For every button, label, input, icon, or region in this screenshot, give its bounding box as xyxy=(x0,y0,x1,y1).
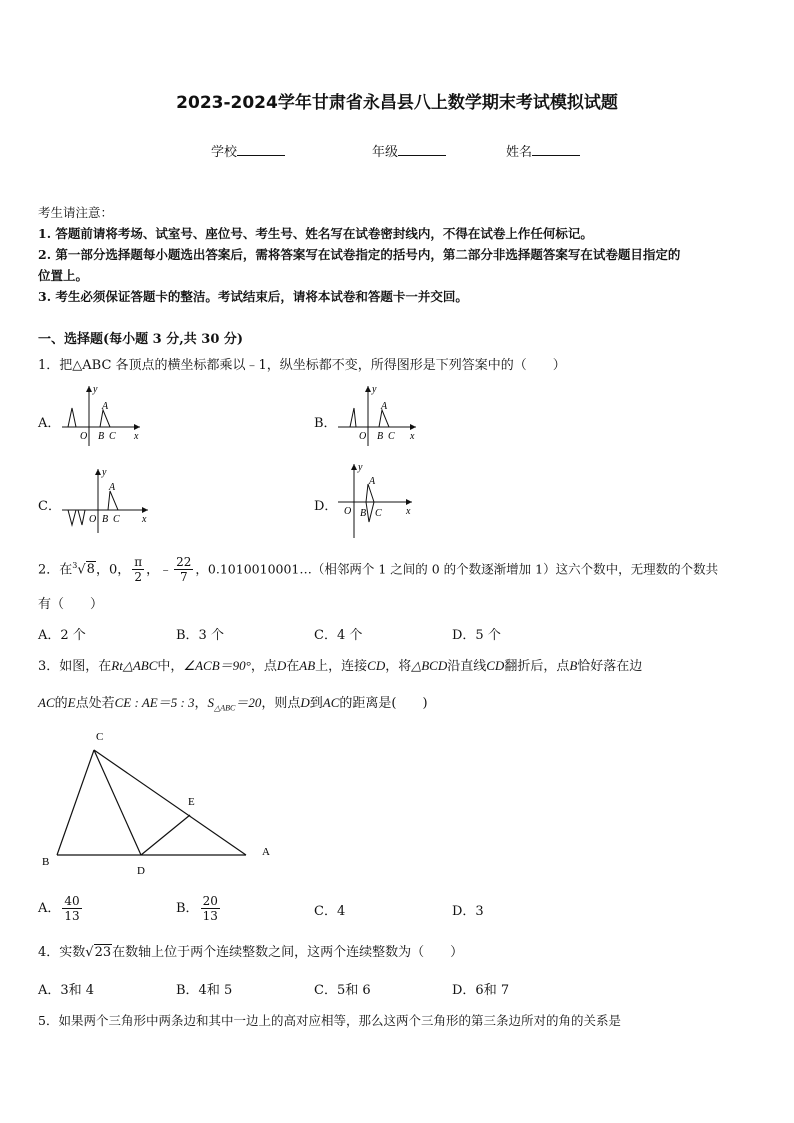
q3-ac: AC xyxy=(38,695,55,710)
q1d-x: x xyxy=(406,506,411,517)
q3-t9: 恰好落在边 xyxy=(577,659,643,674)
q2-frac-num: 22 xyxy=(176,555,192,570)
q3-ac-2: AC xyxy=(322,695,340,710)
q4-radical: √ xyxy=(85,945,94,960)
q2-option-d: D．5 个 xyxy=(452,628,501,643)
q3-area-value: ＝20 xyxy=(235,695,262,710)
q3-t10: 的 xyxy=(54,696,68,711)
q3-triangle-figure xyxy=(36,722,286,882)
q3-label-a: A xyxy=(262,846,270,858)
q3-t6: ，将 xyxy=(385,659,412,674)
q1c-a: A xyxy=(109,482,116,493)
q1c-o: O xyxy=(89,514,97,525)
q3-t5: 上，连接 xyxy=(315,659,368,674)
q3-angle: ∠ACB＝90° xyxy=(183,658,251,673)
notice-item-3: 3. 考生必须保证答题卡的整洁。考试结束后，请将本试卷和答题卡一并交回。 xyxy=(38,289,468,304)
q1c-y: y xyxy=(102,467,107,478)
q2-text-4: ，0.1010010001…（相邻两个 1 之间的 0 的个数逐渐增加 1）这六个数中，无理数的个数共 xyxy=(195,561,719,577)
q1-option-a-label: A． xyxy=(38,416,61,431)
question-5: 5．如果两个三角形中两条边和其中一边上的高对应相等，那么这两个三角形的第三条边所对的角的关系是 xyxy=(38,1013,621,1028)
q3-cd: CD xyxy=(367,658,386,673)
q2-option-c: C．4 个 xyxy=(314,628,363,643)
q1a-c: C xyxy=(109,431,116,442)
q3-option-b xyxy=(176,890,222,928)
q3-a-den: 13 xyxy=(64,909,80,923)
q3-triangle: △ABC xyxy=(122,658,158,673)
notice-heading: 考生请注意： xyxy=(38,205,114,220)
q3-rt: Rt xyxy=(111,658,123,673)
q3-option-a-fraction xyxy=(62,894,81,923)
q4-root-body: 23 xyxy=(94,945,112,960)
q2-fraction-22-7 xyxy=(174,555,193,584)
name-blank xyxy=(532,143,580,156)
q1b-c: C xyxy=(388,431,395,442)
q1b-y: y xyxy=(372,384,377,395)
q3-area-s: S xyxy=(207,695,215,710)
q3-a-num: 40 xyxy=(64,894,80,908)
q3-option-c: C．4 xyxy=(314,904,346,919)
school-label: 学校 xyxy=(211,145,238,160)
q4-option-a: A．3和 4 xyxy=(38,983,95,998)
q1d-o: O xyxy=(344,506,352,517)
grade-label: 年级 xyxy=(372,145,399,160)
q1-option-b-figure xyxy=(334,382,420,448)
q1b-o: O xyxy=(359,431,367,442)
q3-t1: 3．如图，在 xyxy=(38,659,112,674)
q4-option-b: B．4和 5 xyxy=(176,983,233,998)
q3-ratio: CE : AE＝5 : 3 xyxy=(114,695,195,710)
q2-option-b: B．3 个 xyxy=(176,628,224,643)
q3-label-e: E xyxy=(188,796,195,808)
q3-t3: ，点 xyxy=(250,659,277,674)
q1c-c: C xyxy=(113,514,120,525)
q1a-a: A xyxy=(102,401,109,412)
q2-text-2: ，0， xyxy=(95,562,131,578)
q1-option-b-label: B． xyxy=(314,416,337,431)
q3-cd-2: CD xyxy=(486,658,505,673)
q3-label-c: C xyxy=(96,731,104,743)
q3-option-a xyxy=(38,890,84,928)
q3-option-a-label: A． xyxy=(38,901,61,916)
q3-b-num: 20 xyxy=(202,894,218,908)
name-label: 姓名 xyxy=(506,145,533,160)
q1c-b: B xyxy=(102,514,109,525)
name-field xyxy=(506,141,580,160)
q3-option-b-fraction xyxy=(201,894,220,923)
q3-option-d: D．3 xyxy=(452,904,484,919)
q3-b-den: 13 xyxy=(202,909,218,923)
q3-seg-de xyxy=(141,815,190,855)
q3-label-b: B xyxy=(42,856,50,868)
notice-item-1: 1. 答题前请将考场、试室号、座位号、考生号、姓名写在试卷密封线内，不得在试卷上作任何标记。 xyxy=(38,226,593,241)
q3-point-b: B xyxy=(569,658,578,673)
q1-option-d-figure xyxy=(334,460,414,540)
q2-root-body: 8 xyxy=(86,562,95,578)
question-3-line-1 xyxy=(38,655,642,674)
q3-t13: ，则点 xyxy=(261,696,301,711)
q3-point-d: D xyxy=(276,658,287,673)
q1a-b: B xyxy=(98,431,105,442)
question-2-cont: 有（ ） xyxy=(38,597,104,612)
question-1: 1．把△ABC 各顶点的横坐标都乘以﹣1，纵坐标都不变，所得图形是下列答案中的（ ） xyxy=(38,358,566,373)
section-heading: 一、选择题(每小题 3 分,共 30 分) xyxy=(38,332,244,347)
q4-option-c: C．5和 6 xyxy=(314,983,371,998)
q1-option-c-figure xyxy=(58,465,152,535)
q3-t15: 的距离是( ) xyxy=(339,696,428,711)
q3-seg-bc xyxy=(57,750,94,855)
q3-point-e: E xyxy=(67,695,76,710)
q3-ab: AB xyxy=(299,658,316,673)
q3-t11: 点处若 xyxy=(75,696,115,711)
page-title: 2023-2024学年甘肃省永昌县八上数学期末考试模拟试题 xyxy=(176,93,618,113)
q3-point-d-2: D xyxy=(300,695,310,710)
q4-option-d: D．6和 7 xyxy=(452,983,510,998)
grade-field xyxy=(372,141,446,160)
q2-option-a: A．2 个 xyxy=(38,628,86,643)
q2-pi-num: π xyxy=(134,555,143,570)
notice-item-2-cont: 位置上。 xyxy=(38,268,89,283)
q1a-y: y xyxy=(93,384,98,395)
question-4 xyxy=(38,941,463,960)
q3-t8: 翻折后，点 xyxy=(504,659,570,674)
q1d-y: y xyxy=(358,462,363,473)
school-blank xyxy=(237,143,285,156)
q1d-b: B xyxy=(360,508,367,519)
q3-t2: 中， xyxy=(157,659,184,674)
q1a-x: x xyxy=(134,431,139,442)
q1b-b: B xyxy=(377,431,384,442)
q4-text-2: 在数轴上位于两个连续整数之间，这两个连续整数为（ ） xyxy=(112,945,464,960)
q2-frac-den: 7 xyxy=(179,570,188,585)
q2-root-index: 3 xyxy=(72,561,78,570)
q2-text-3: ，﹣ xyxy=(146,562,173,578)
q3-t12: ， xyxy=(194,696,208,711)
q3-label-d: D xyxy=(137,865,145,877)
q3-bcd: △BCD xyxy=(411,658,448,673)
q3-area-sub: △ABC xyxy=(214,703,236,713)
question-3-line-2 xyxy=(38,692,428,713)
q3-t7: 沿直线 xyxy=(447,659,487,674)
q1c-x: x xyxy=(142,514,147,525)
q3-t4: 在 xyxy=(286,659,300,674)
q1-option-a-figure xyxy=(58,382,144,448)
q1b-a: A xyxy=(381,401,388,412)
question-2 xyxy=(38,552,718,584)
q1d-a: A xyxy=(369,476,376,487)
q1b-x: x xyxy=(410,431,415,442)
school-field xyxy=(211,141,285,160)
q1-option-d-label: D． xyxy=(314,499,338,514)
q2-pi-den: 2 xyxy=(134,570,142,585)
q3-seg-ca xyxy=(94,750,246,855)
q2-fraction-pi xyxy=(132,555,144,584)
notice-item-2: 2. 第一部分选择题每小题选出答案后，需将答案写在试卷指定的括号内，第二部分非选择题答案写在试卷题目指定的 xyxy=(38,247,681,262)
q1-option-c-label: C． xyxy=(38,499,61,514)
q3-t14: 到 xyxy=(309,696,323,711)
q4-text-1: 4．实数 xyxy=(38,945,86,960)
q1a-o: O xyxy=(80,431,88,442)
q1d-c: C xyxy=(375,508,382,519)
q2-text-1: 2．在 xyxy=(38,562,73,578)
q3-option-b-label: B． xyxy=(176,901,199,916)
grade-blank xyxy=(398,143,446,156)
q2-radical: √ xyxy=(77,562,86,578)
